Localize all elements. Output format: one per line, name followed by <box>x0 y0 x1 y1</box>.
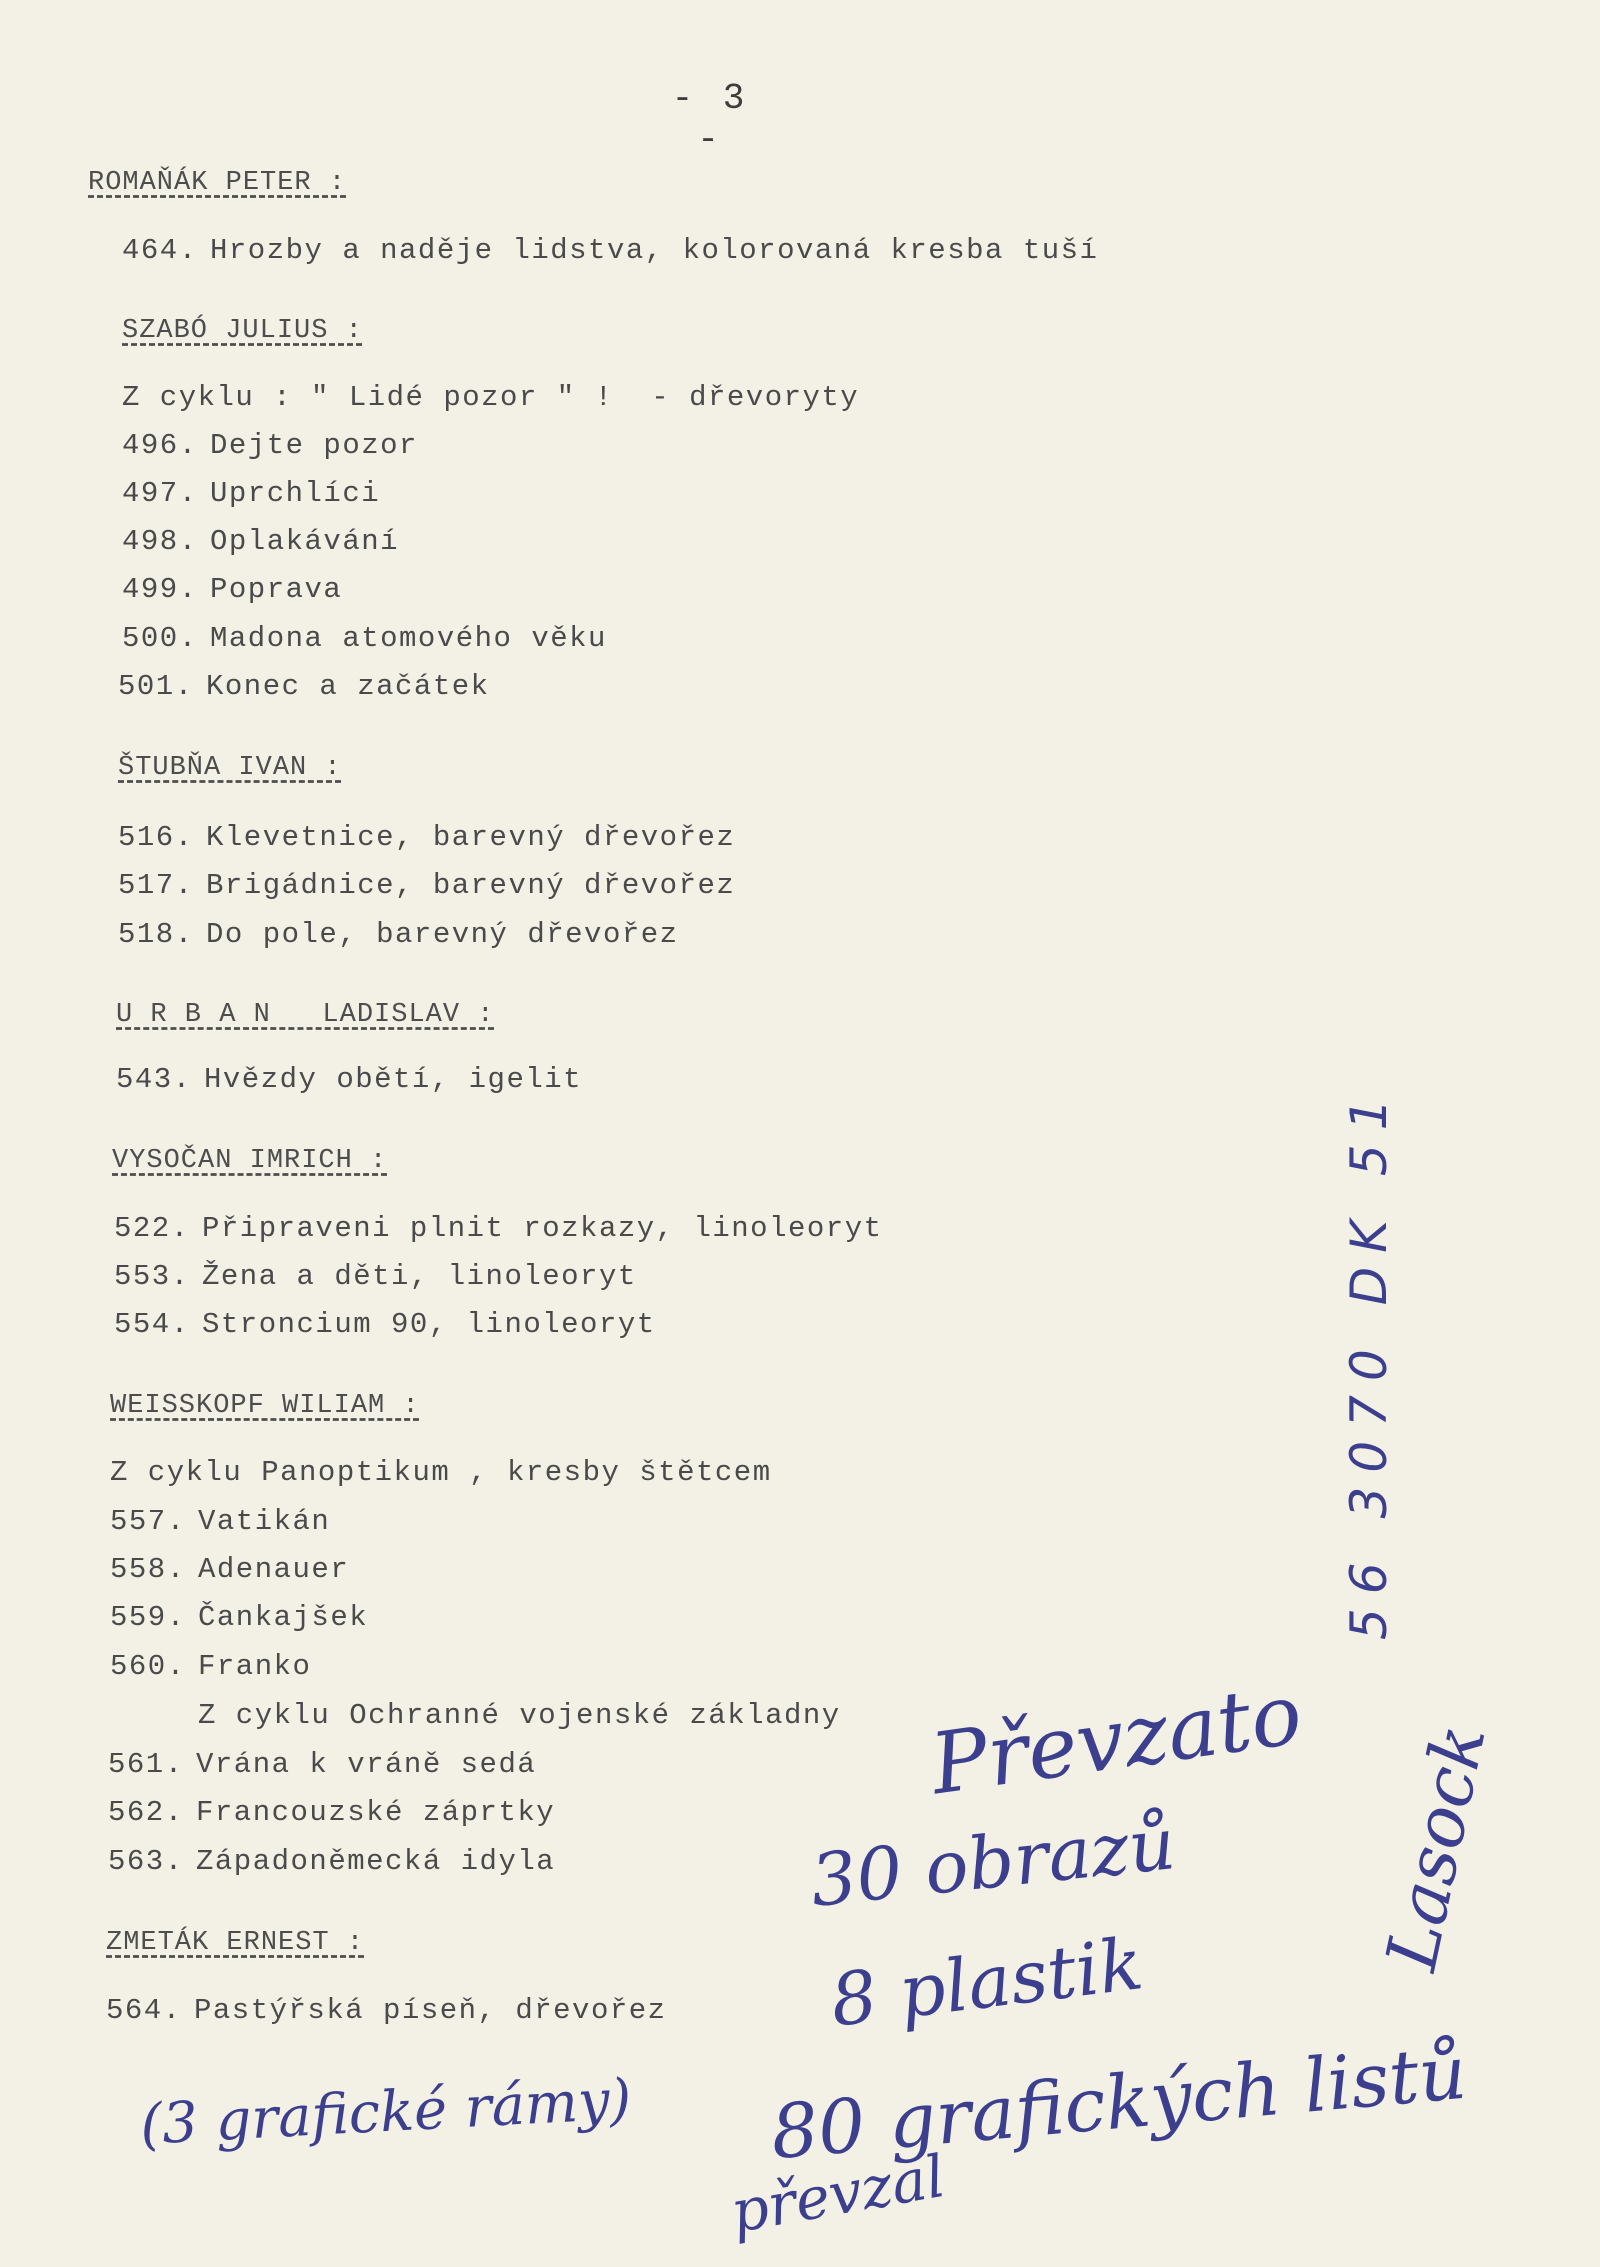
cycle-intro: Z cyklu Panoptikum , kresby štětcem <box>110 1456 772 1489</box>
handwritten-obrazu: 30 obrazů <box>806 1801 1179 1923</box>
item-text: Připraveni plnit rozkazy, linoleoryt <box>202 1212 883 1245</box>
item-number: 557. <box>110 1505 186 1538</box>
list-item <box>122 479 380 508</box>
handwritten-listu: 80 grafických listů <box>767 2029 1470 2177</box>
item-number: 558. <box>110 1553 186 1586</box>
item-number: 553. <box>114 1260 190 1293</box>
item-number: 559. <box>110 1601 186 1634</box>
item-number: 522. <box>114 1212 190 1245</box>
item-number: 501. <box>118 670 194 703</box>
item-text: Madona atomového věku <box>210 622 607 655</box>
item-number: 562. <box>108 1796 184 1829</box>
list-item <box>118 920 679 949</box>
list-item <box>106 1996 667 2025</box>
section-heading-stubna: ŠTUBŇA IVAN : <box>118 753 342 783</box>
list-item <box>116 1065 582 1094</box>
list-item <box>114 1262 637 1291</box>
item-number: 543. <box>116 1063 192 1096</box>
item-number: 560. <box>110 1650 186 1683</box>
item-text: Hrozby a naděje lidstva, kolorovaná kresba tuší <box>210 234 1099 267</box>
section-heading-urban: U R B A N LADISLAV : <box>116 1000 495 1030</box>
list-item <box>122 575 342 604</box>
item-text: Uprchlíci <box>210 477 381 510</box>
item-number: 518. <box>118 918 194 951</box>
handwritten-graficke-ramy: (3 grafické rámy) <box>138 2067 633 2158</box>
item-text: Francouzské záprtky <box>196 1796 556 1829</box>
list-item <box>114 1214 883 1243</box>
item-number: 498. <box>122 525 198 558</box>
item-text: Vatikán <box>198 1505 331 1538</box>
list-item <box>110 1603 368 1632</box>
item-text: Vrána k vráně sedá <box>196 1748 537 1781</box>
handwritten-signature: Lasock <box>1370 1717 1502 1978</box>
cycle-intro: Z cyklu : " Lidé pozor " ! - dřevoryty <box>122 381 860 414</box>
section-heading-romanak: ROMAŇÁK PETER : <box>88 168 347 198</box>
list-item <box>118 823 735 852</box>
list-item <box>110 1507 330 1536</box>
item-text: Franko <box>198 1650 312 1683</box>
list-item <box>108 1750 536 1779</box>
list-item <box>114 1310 656 1339</box>
item-text: Pastýřská píseň, dřevořez <box>194 1994 667 2027</box>
list-item <box>110 1652 311 1681</box>
list-item <box>110 1555 349 1584</box>
handwritten-prevzal: převzal <box>725 2141 950 2247</box>
list-item <box>108 1847 555 1876</box>
item-text: Z cyklu Ochranné vojenské základny <box>198 1699 841 1732</box>
item-text: Oplakávání <box>210 525 400 558</box>
item-text: Západoněmecká idyla <box>196 1845 556 1878</box>
list-item <box>118 871 735 900</box>
item-number: 499. <box>122 573 198 606</box>
item-text: Stroncium 90, linoleoryt <box>202 1308 656 1341</box>
section-heading-weisskopf: WEISSKOPF WILIAM : <box>110 1391 420 1421</box>
subcycle-intro <box>110 1701 841 1730</box>
item-text: Poprava <box>210 573 343 606</box>
handwritten-inventory-number: 56 3070 DK 51 <box>1340 1084 1398 1640</box>
item-number: 564. <box>106 1994 182 2027</box>
item-number: 500. <box>122 622 198 655</box>
item-text: Klevetnice, barevný dřevořez <box>206 821 736 854</box>
page-number: - 3 - <box>671 78 749 160</box>
list-item <box>122 527 399 556</box>
handwritten-plastik: 8 plastik <box>826 1921 1148 2043</box>
item-text: Žena a děti, linoleoryt <box>202 1260 637 1293</box>
section-heading-szabo: SZABÓ JULIUS : <box>122 316 363 346</box>
list-item <box>122 624 607 653</box>
section-heading-zmetak: ZMETÁK ERNEST : <box>106 1928 365 1958</box>
list-item <box>118 672 490 701</box>
item-text: Adenauer <box>198 1553 350 1586</box>
item-number: 516. <box>118 821 194 854</box>
item-number: 496. <box>122 429 198 462</box>
section-heading-vysocan: VYSOČAN IMRICH : <box>112 1146 388 1176</box>
item-number: 497. <box>122 477 198 510</box>
item-text: Čankajšek <box>198 1601 369 1634</box>
item-text: Dejte pozor <box>210 429 418 462</box>
item-text: Brigádnice, barevný dřevořez <box>206 869 736 902</box>
item-number: 563. <box>108 1845 184 1878</box>
item-number: 561. <box>108 1748 184 1781</box>
item-text: Konec a začátek <box>206 670 490 703</box>
item-number: 517. <box>118 869 194 902</box>
item-number: 464. <box>122 234 198 267</box>
list-item <box>122 236 1098 265</box>
item-text: Hvězdy obětí, igelit <box>204 1063 583 1096</box>
handwritten-prevzato: Převzato <box>924 1664 1308 1814</box>
item-number: 554. <box>114 1308 190 1341</box>
list-item <box>122 431 418 460</box>
list-item <box>108 1798 555 1827</box>
item-text: Do pole, barevný dřevořez <box>206 918 679 951</box>
